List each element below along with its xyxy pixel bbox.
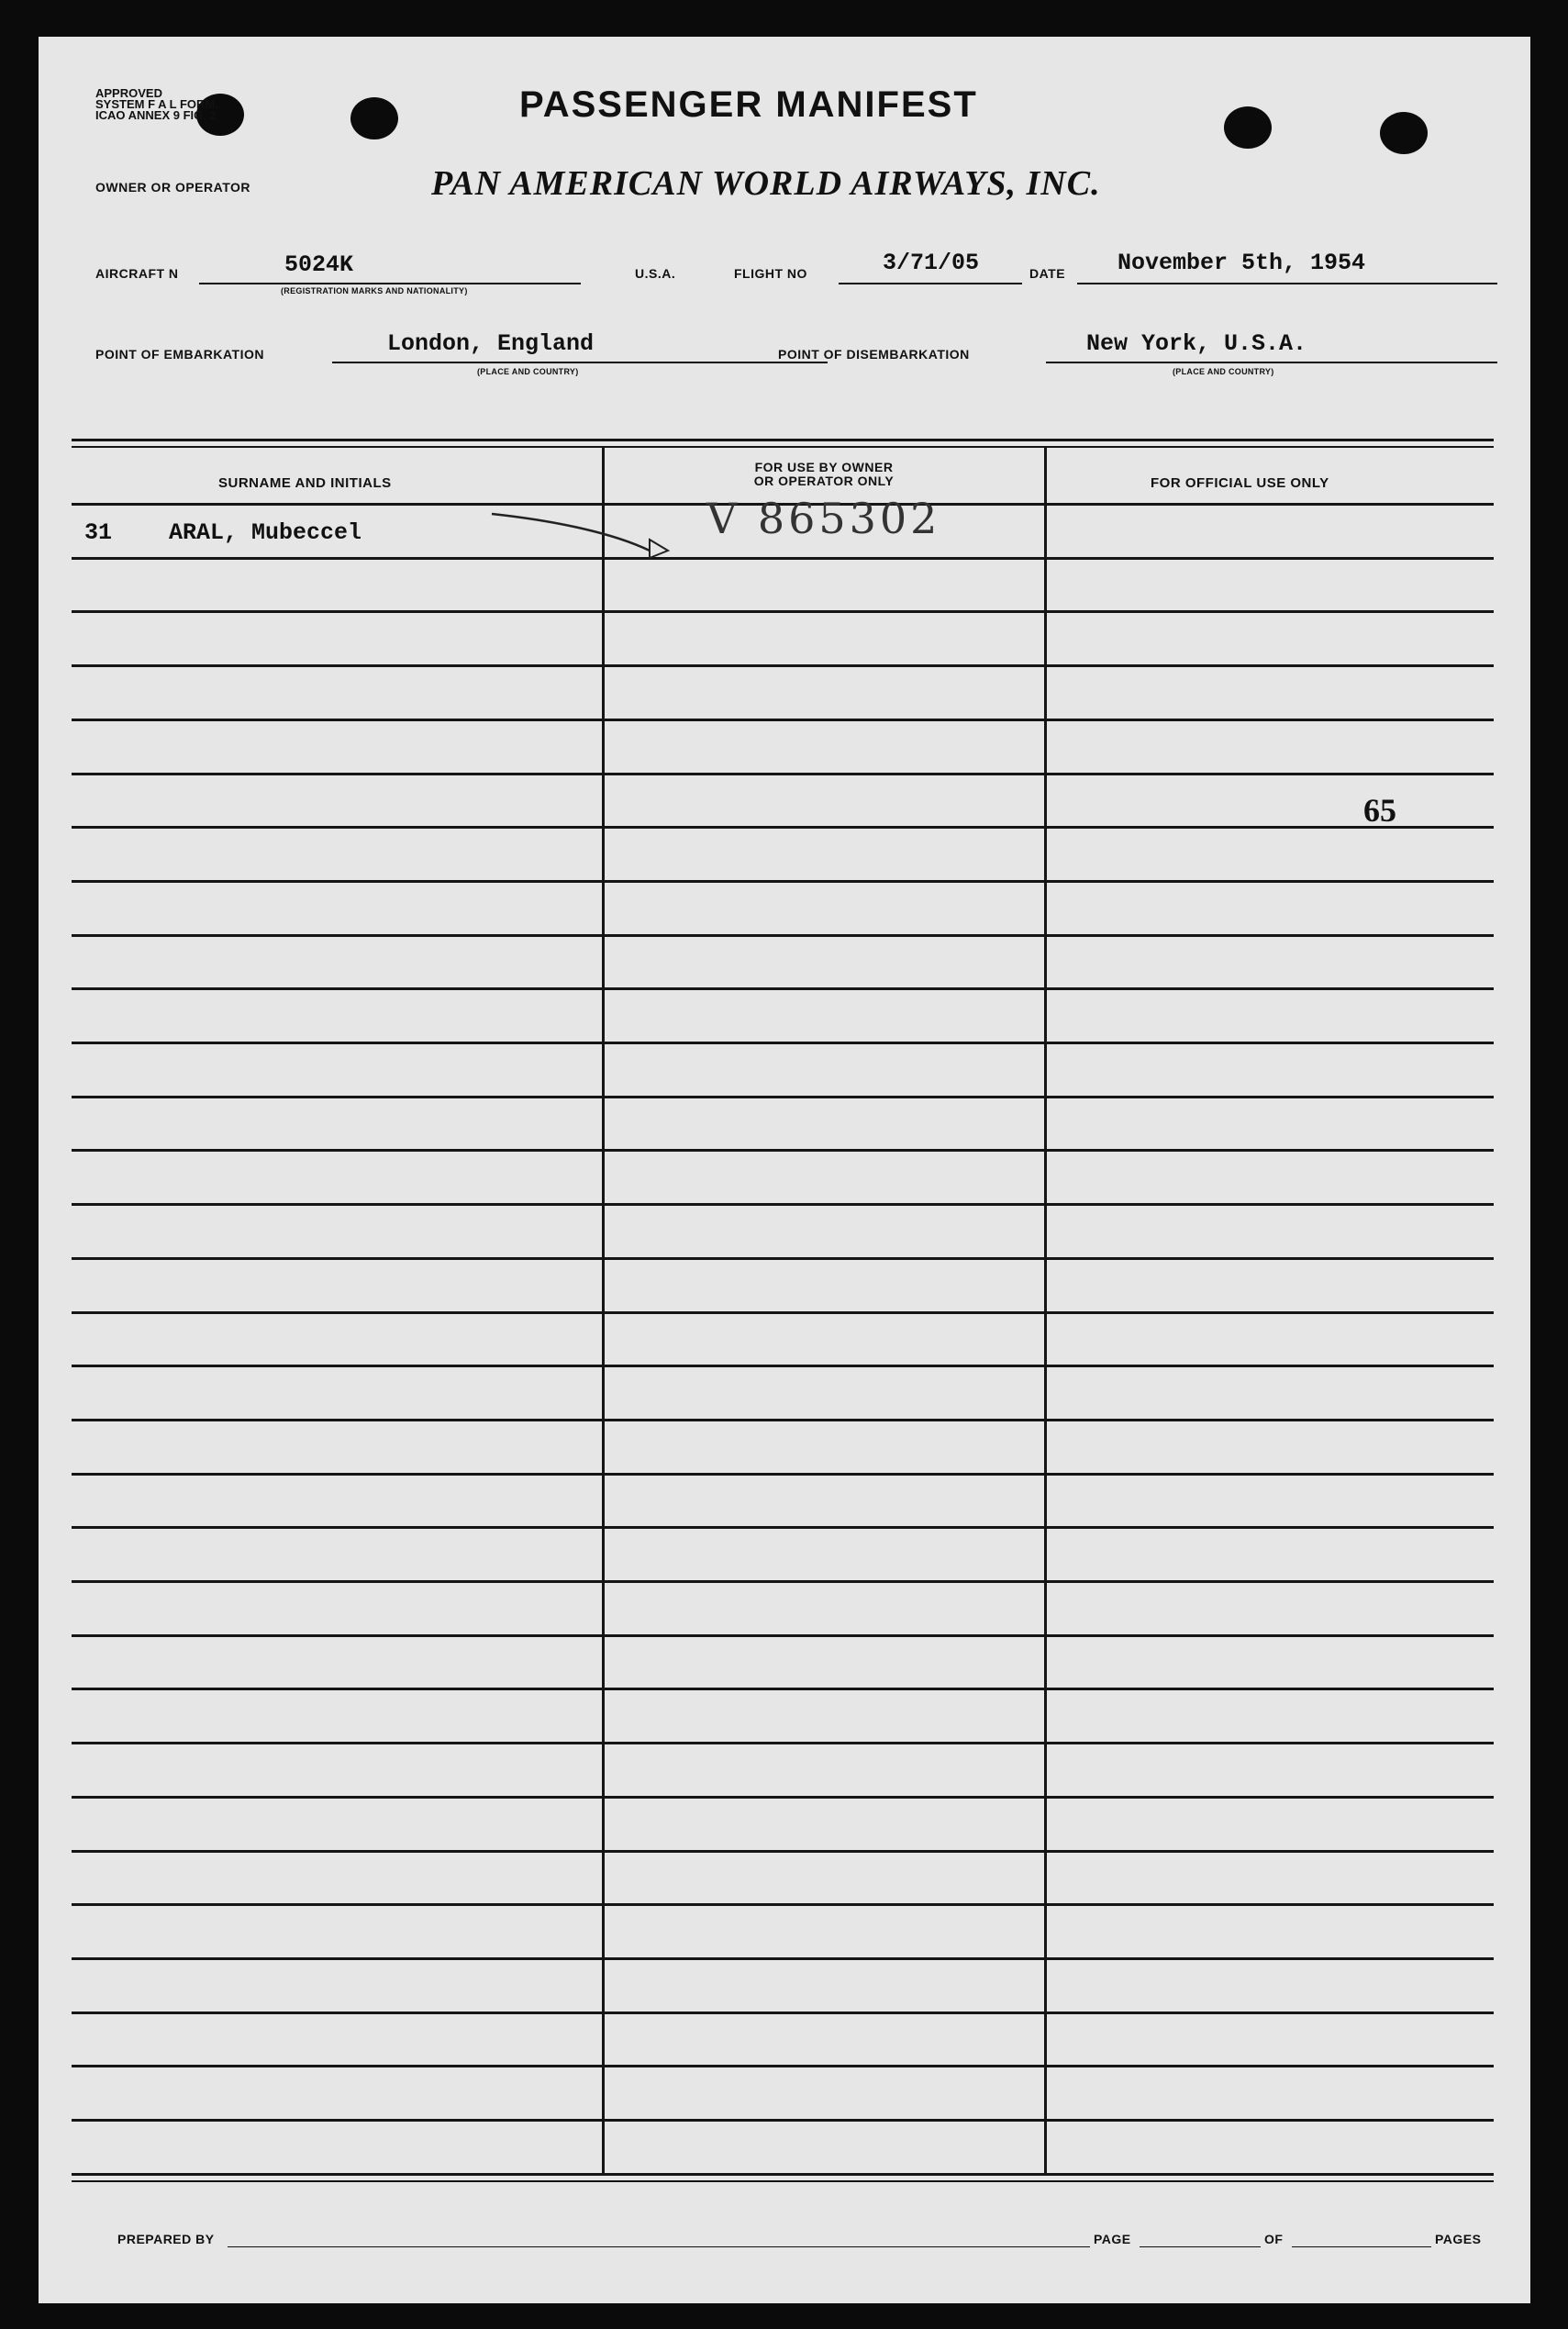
row-rule — [72, 1257, 1494, 1260]
row-rule — [72, 1203, 1494, 1206]
row-rule — [72, 2011, 1494, 2014]
approval-line: SYSTEM F A L FORM. — [95, 97, 218, 111]
approval-line: ICAO ANNEX 9 FIG. 2 — [95, 108, 217, 122]
owner-use-entry: V 865302 — [706, 494, 941, 543]
header-surname: SURNAME AND INITIALS — [218, 475, 392, 491]
manifest-form — [39, 37, 1530, 2303]
row-rule — [72, 1149, 1494, 1152]
row-rule — [72, 826, 1494, 829]
row-rule — [72, 1796, 1494, 1799]
row-rule — [72, 934, 1494, 937]
of-label: OF — [1264, 2232, 1284, 2246]
approval-block — [95, 88, 218, 121]
row-number: 31 — [84, 519, 113, 546]
row-rule — [72, 1096, 1494, 1098]
passenger-name: ARAL, Mubeccel — [169, 519, 362, 546]
row-rule — [72, 557, 1494, 560]
page-label: PAGE — [1094, 2232, 1131, 2246]
row-rule — [72, 1580, 1494, 1583]
punch-hole — [1224, 106, 1272, 149]
row-rule — [72, 610, 1494, 613]
row-rule — [72, 1903, 1494, 1906]
row-rule — [72, 1688, 1494, 1690]
official-note: 65 — [1363, 792, 1396, 829]
of-underline — [1292, 2246, 1431, 2247]
flight-value: 3/71/05 — [883, 250, 980, 276]
row-rule — [72, 1042, 1494, 1044]
aircraft-underline — [199, 283, 581, 284]
table-bottom-rule — [72, 2173, 1494, 2176]
table-top-rule — [72, 439, 1494, 441]
row-rule — [72, 987, 1494, 990]
row-rule — [72, 1365, 1494, 1367]
row-rule — [72, 664, 1494, 667]
row-rule — [72, 1526, 1494, 1529]
table-bottom-rule — [72, 2180, 1494, 2182]
embarkation-caption: (PLACE AND COUNTRY) — [477, 367, 579, 376]
flight-underline — [839, 283, 1022, 284]
approval-line: APPROVED — [95, 86, 162, 100]
page-underline — [1140, 2246, 1261, 2247]
embarkation-value: London, England — [387, 330, 595, 357]
punch-hole — [1380, 112, 1428, 154]
date-underline — [1077, 283, 1497, 284]
prepared-by-underline — [228, 2246, 1090, 2247]
country-label: U.S.A. — [635, 266, 676, 281]
row-rule — [72, 880, 1494, 883]
date-value: November 5th, 1954 — [1118, 250, 1366, 276]
aircraft-caption: (REGISTRATION MARKS AND NATIONALITY) — [281, 286, 468, 295]
disembarkation-caption: (PLACE AND COUNTRY) — [1173, 367, 1274, 376]
aircraft-value: 5024K — [284, 251, 354, 278]
disembarkation-label: POINT OF DISEMBARKATION — [778, 347, 970, 362]
disembarkation-underline — [1046, 362, 1497, 363]
row-rule — [72, 773, 1494, 775]
flight-label: FLIGHT NO — [734, 266, 807, 281]
prepared-by-label: PREPARED BY — [117, 2232, 215, 2246]
row-rule — [72, 1634, 1494, 1637]
row-rule — [72, 2065, 1494, 2067]
owner-label: OWNER OR OPERATOR — [95, 180, 250, 195]
row-rule — [72, 1419, 1494, 1421]
header-official-use: FOR OFFICIAL USE ONLY — [1151, 475, 1329, 491]
table-top-rule — [72, 446, 1494, 448]
header-owner-use: FOR USE BY OWNER OR OPERATOR ONLY — [753, 460, 895, 488]
pages-label: PAGES — [1435, 2232, 1482, 2246]
owner-value: PAN AMERICAN WORLD AIRWAYS, INC. — [431, 164, 1101, 203]
date-label: DATE — [1029, 266, 1066, 281]
aircraft-label: AIRCRAFT N — [95, 266, 179, 281]
punch-hole — [350, 97, 398, 139]
row-rule — [72, 1850, 1494, 1853]
row-rule — [72, 1473, 1494, 1476]
embarkation-underline — [332, 362, 828, 363]
row-rule — [72, 719, 1494, 721]
disembarkation-value: New York, U.S.A. — [1086, 330, 1307, 357]
embarkation-label: POINT OF EMBARKATION — [95, 347, 264, 362]
arrow-mark — [488, 466, 690, 567]
row-rule — [72, 1311, 1494, 1314]
row-rule — [72, 1957, 1494, 1960]
form-title: PASSENGER MANIFEST — [519, 84, 978, 125]
row-rule — [72, 2119, 1494, 2122]
row-rule — [72, 1742, 1494, 1744]
